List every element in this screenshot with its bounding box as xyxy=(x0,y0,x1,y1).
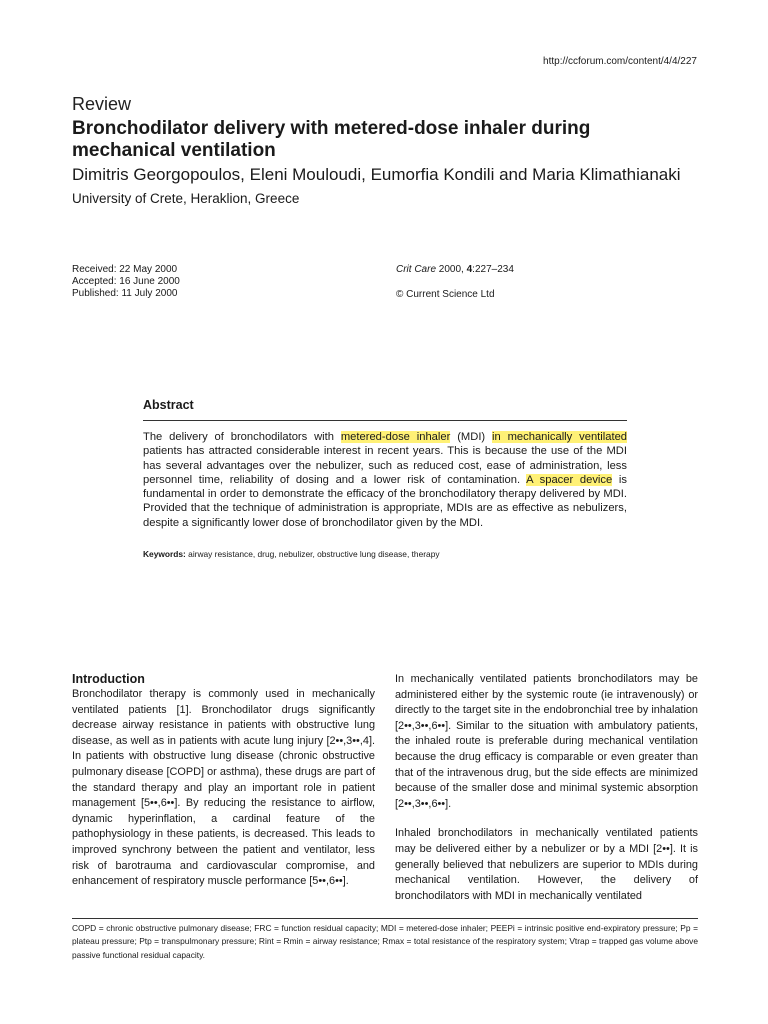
abstract-text-3: patients has attracted considerable interest in recent years. This is because the use of the MDI has several advantages over the nebulizer, such as reduced cost, ease of administration, less personnel time, reliability of dosing and a lower risk of contamination. xyxy=(143,445,627,486)
footnote-divider xyxy=(72,918,698,919)
article-title: Bronchodilator delivery with metered-dose inhaler during mechanical ventilation xyxy=(72,118,591,161)
keywords-list: airway resistance, drug, nebulizer, obstructive lung disease, therapy xyxy=(185,549,440,559)
section-label: Review xyxy=(72,94,132,114)
abstract-heading: Abstract xyxy=(143,398,194,412)
abstract-text-1: The delivery of bronchodilators with xyxy=(143,431,341,443)
received-date: Received: 22 May 2000 xyxy=(72,264,178,275)
keywords-line xyxy=(143,549,627,559)
journal-block xyxy=(396,264,514,301)
right-column xyxy=(395,672,698,904)
accepted-date: Accepted: 16 June 2000 xyxy=(72,276,180,287)
published-date: Published: 11 July 2000 xyxy=(72,288,178,299)
journal-year: 2000, xyxy=(436,264,467,275)
journal-name: Crit Care xyxy=(396,264,437,275)
affiliation: University of Crete, Heraklion, Greece xyxy=(72,191,300,206)
intro-paragraph-1: Bronchodilator therapy is commonly used in mechanically ventilated patients [1]. Bronchodilator drugs significantly decrease airway resistance in patients with obstructive lung disease, as well as in patients with acute lung injury [2••,3••,4]. In patients with obstructive lung disease (chronic obstructive pulmonary disease [COPD] or asthma), these drugs are part of the standard therapy and play an important role in patient management [5••,6••]. By reducing the resistance to airflow, dynamic hyperinflation, a cardinal feature of the pathophysiology in these patients, is decreased. This leads to improved synchrony between the patient and ventilator, less risk of barotrauma and cardiovascular compromise, and enhancement of respiratory muscle performance [5••,6••]. xyxy=(72,688,375,888)
abbreviations-footnote: COPD = chronic obstructive pulmonary disease; FRC = function residual capacity; MDI = metered-dose inhaler; PEEPi = intrinsic positive end-expiratory pressure; Pp = plateau pressure; Ptp = transpulmonary pressure; Rint = Rmin = airway resistance; Rmax = total resistance of the respiratory system; Vtrap = trapped gas volume above passive functional residual capacity. xyxy=(72,923,698,960)
introduction-heading: Introduction xyxy=(72,672,145,686)
copyright-notice: © Current Science Ltd xyxy=(396,289,495,300)
abstract-text-4: is fundamental in order to demonstrate the efficacy of the bronchodilatory therapy delivered by MDI. Provided that the technique of administration is appropriate, MDIs are as effective as nebulizers, despite a significantly lower dose of bronchodilator given by the MDI. xyxy=(143,473,628,529)
intro-paragraph-3: Inhaled bronchodilators in mechanically ventilated patients may be delivered either by a nebulizer or by a MDI [2••]. It is generally believed that nebulizers are superior to MDIs during mechanical ventilation. However, the delivery of bronchodilators with MDI in mechanically ventilated xyxy=(395,827,698,902)
abstract-text-2: (MDI) xyxy=(450,431,493,443)
intro-paragraph-2: In mechanically ventilated patients bronchodilators may be administered either by the systemic route (ie intravenously) or directly to the target site in the endobronchial tree by inhalation [2••,3••,6••]. Similar to the situation with ambulatory patients, the inhaled route is preferable during mechanical ventilation because the drug efficacy is comparable or even greater than that of the intravenous drug, but the side effects are minimized because of the smaller dose and minimal systemic absorption [2••,3••,6••]. xyxy=(395,673,698,810)
journal-pages: :227–234 xyxy=(472,264,514,275)
author-list: Dimitris Georgopoulos, Eleni Mouloudi, Eumorfia Kondili and Maria Klimathianaki xyxy=(72,165,681,184)
keywords-label: Keywords: xyxy=(143,549,186,559)
journal-citation xyxy=(396,264,514,276)
article-url[interactable]: http://ccforum.com/content/4/4/227 xyxy=(543,56,697,67)
abstract-divider xyxy=(143,420,627,421)
left-column xyxy=(72,672,375,890)
journal-volume: 4 xyxy=(466,264,473,275)
abstract-body xyxy=(143,430,627,530)
highlight-mdi[interactable]: metered-dose inhaler xyxy=(340,431,451,443)
highlight-spacer[interactable]: A spacer device xyxy=(526,473,613,486)
date-block xyxy=(72,264,180,300)
highlight-ventilated[interactable]: in mechanically ventilated xyxy=(492,431,628,443)
